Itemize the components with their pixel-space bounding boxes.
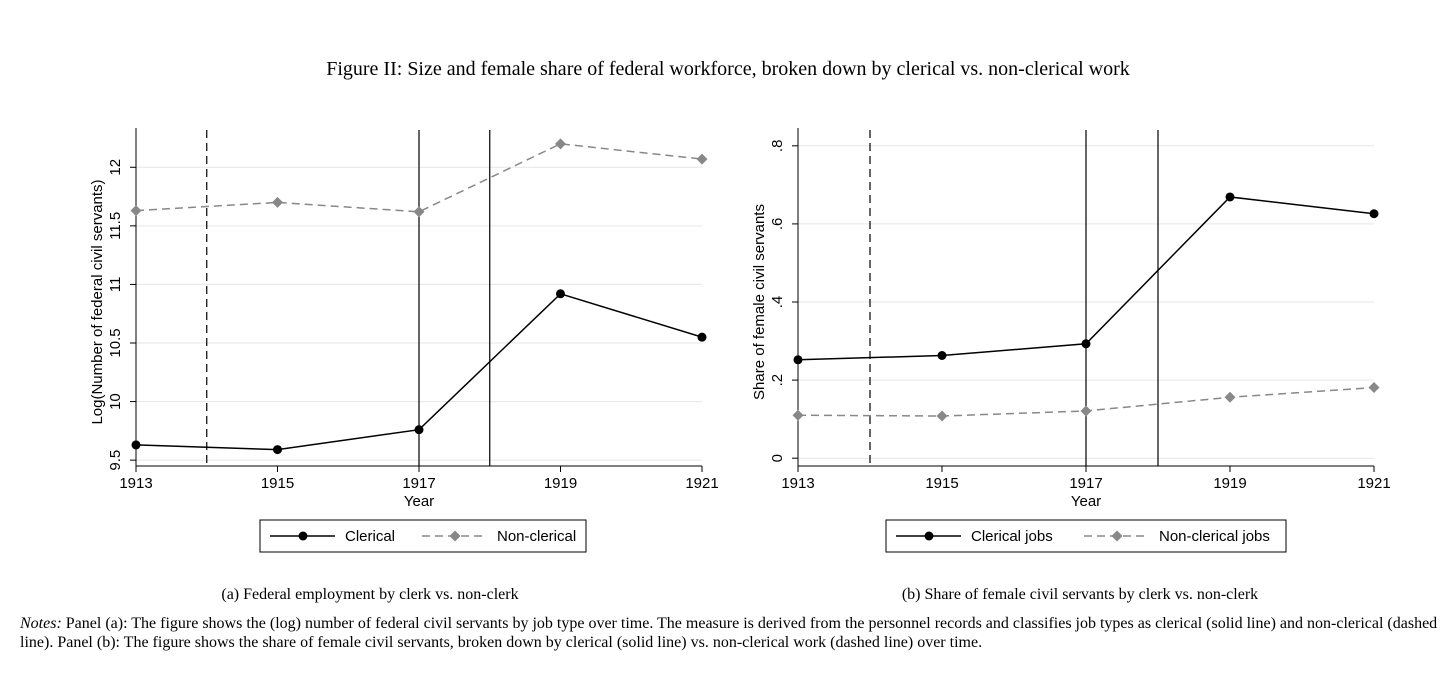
data-point-non-clerical	[272, 197, 283, 208]
x-axis-title: Year	[1070, 493, 1102, 510]
x-tick-label: 1915	[925, 475, 959, 492]
data-point-clerical	[273, 445, 282, 454]
x-tick-label: 1913	[781, 475, 815, 492]
y-tick-label: 10	[107, 393, 124, 410]
legend-marker	[299, 532, 308, 541]
data-point-non-clerical	[793, 410, 804, 421]
data-point-non-clerical	[937, 411, 948, 422]
y-tick-label: .6	[769, 217, 786, 231]
y-tick-label: 10.5	[107, 328, 124, 358]
data-point-clerical	[698, 333, 707, 342]
y-tick-label: 12	[107, 158, 124, 176]
notes-text: Panel (a): The figure shows the (log) number of federal civil servants by job type over time. The measure is derived from the personnel records and classifies job types as clerical (solid line) and non-clerical (dashed line). Panel (b): The figure shows the share of female civil servants, broken down by clerical (solid line) vs. non-clerical work (dashed line) over time.	[20, 615, 1438, 651]
y-tick-label: 9.5	[107, 449, 124, 471]
x-tick-label: 1919	[1213, 475, 1247, 492]
y-axis-title: Log(Number of federal civil servants)	[89, 179, 106, 425]
legend-label: Non-clerical jobs	[1159, 528, 1270, 545]
data-point-non-clerical	[697, 154, 708, 165]
x-tick-label: 1921	[685, 475, 719, 492]
x-tick-label: 1917	[1069, 475, 1103, 492]
x-tick-label: 1917	[402, 475, 436, 492]
y-tick-label: .4	[769, 295, 786, 309]
data-point-non-clerical	[1369, 382, 1380, 393]
data-point-non-clerical	[1225, 392, 1236, 403]
data-point-clerical	[415, 425, 424, 434]
x-tick-label: 1921	[1357, 475, 1391, 492]
panel-a-chart	[70, 100, 730, 560]
data-point-clerical	[1082, 339, 1091, 348]
x-tick-label: 1919	[543, 475, 578, 492]
x-tick-label: 1913	[119, 475, 153, 492]
y-tick-label: 0	[769, 454, 786, 463]
panel-a-caption: (a) Federal employment by clerk vs. non-clerk	[221, 586, 519, 603]
x-tick-label: 1915	[260, 475, 295, 492]
y-tick-label: .8	[769, 139, 786, 153]
data-point-clerical	[1226, 192, 1235, 201]
data-point-clerical	[938, 351, 947, 360]
data-point-non-clerical	[1081, 405, 1092, 416]
notes-label: Notes:	[20, 615, 62, 632]
y-tick-label: 11.5	[107, 211, 125, 240]
legend-label: Non-clerical	[497, 528, 577, 545]
data-point-non-clerical	[555, 138, 566, 149]
y-tick-label: 11	[107, 276, 124, 293]
data-point-clerical	[1370, 209, 1379, 218]
panel-b-chart	[740, 100, 1400, 560]
legend-label: Clerical jobs	[971, 528, 1053, 545]
data-point-clerical	[794, 355, 803, 364]
data-point-non-clerical	[414, 206, 425, 217]
figure-title: Figure II: Size and female share of federal workforce, broken down by clerical vs. non-clerical work	[326, 58, 1130, 80]
panel-b-caption: (b) Share of female civil servants by clerk vs. non-clerk	[901, 586, 1259, 603]
y-axis-title: Share of female civil servants	[751, 204, 768, 400]
y-tick-label: .2	[769, 373, 786, 387]
x-axis-title: Year	[403, 493, 435, 510]
data-point-clerical	[132, 440, 141, 449]
legend-marker	[925, 532, 934, 541]
figure-notes	[20, 614, 1450, 652]
legend-label: Clerical	[345, 528, 396, 545]
data-point-clerical	[556, 289, 565, 298]
data-point-non-clerical	[131, 205, 142, 216]
